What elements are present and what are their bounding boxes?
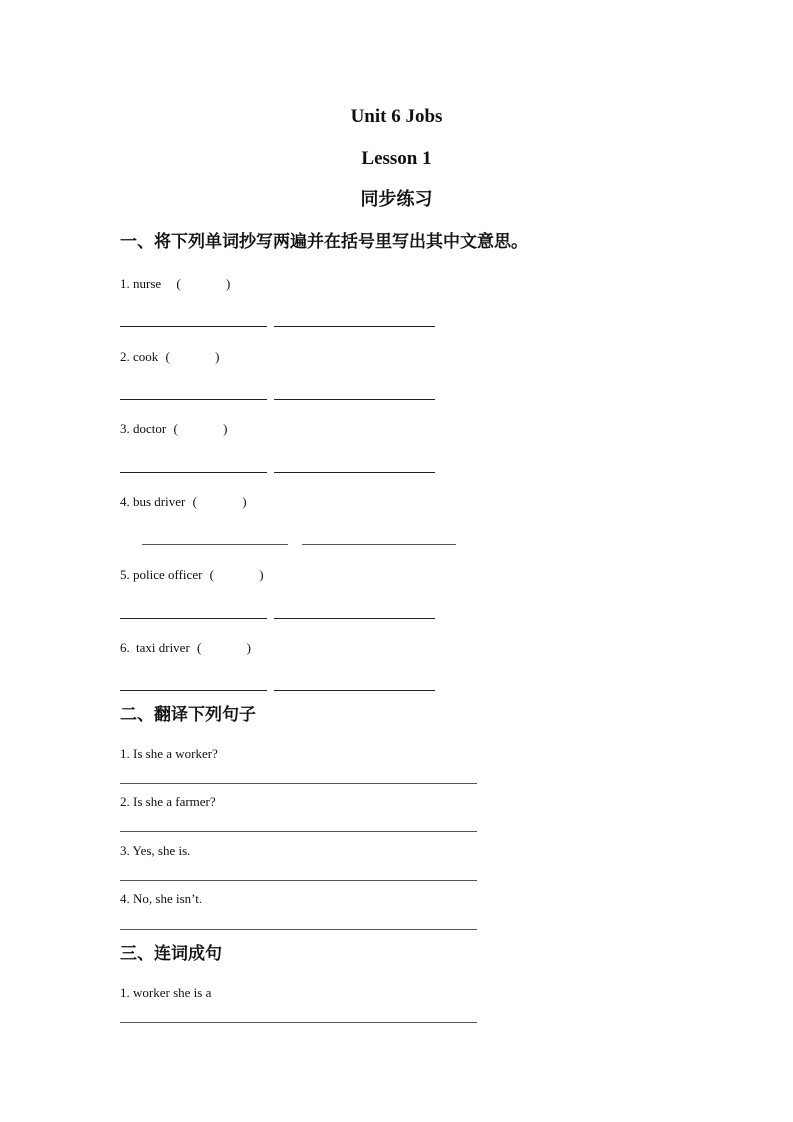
item-number: 1.: [120, 276, 130, 291]
copy-line-2b[interactable]: [274, 399, 435, 400]
copy-line-1b[interactable]: [274, 326, 435, 327]
item-word: taxi driver: [136, 640, 190, 655]
close-paren: ): [226, 276, 231, 291]
copy-line-1a[interactable]: [120, 326, 267, 327]
copy-line-6a[interactable]: [120, 690, 267, 691]
open-paren: (: [192, 494, 197, 509]
item-number: 6.: [120, 640, 130, 655]
item-number: 5.: [120, 567, 130, 582]
open-paren: (: [176, 276, 181, 291]
item-word: bus driver: [133, 494, 186, 509]
item-word: cook: [133, 349, 159, 364]
sentence-item-4: 4. No, she isn’t.: [120, 891, 203, 906]
item-number: 3.: [120, 421, 130, 436]
item-word: nurse: [133, 276, 162, 291]
answer-line-2-4[interactable]: [120, 929, 477, 930]
word-item-police-officer: [120, 567, 264, 583]
open-paren: (: [165, 349, 170, 364]
section-1-heading: 一、将下列单词抄写两遍并在括号里写出其中文意思。: [120, 232, 528, 252]
answer-line-3-1[interactable]: [120, 1022, 477, 1023]
page-title: Unit 6 Jobs: [350, 106, 443, 127]
word-item-cook: [120, 349, 219, 365]
lesson-title: Lesson 1: [361, 148, 432, 169]
answer-line-2-1[interactable]: [120, 783, 477, 784]
copy-line-3b[interactable]: [274, 472, 435, 473]
copy-line-4b[interactable]: [302, 544, 456, 545]
copy-line-5a[interactable]: [120, 618, 267, 619]
copy-line-5b[interactable]: [274, 618, 435, 619]
item-word: police officer: [133, 567, 203, 582]
item-number: 2.: [120, 349, 130, 364]
sentence-item-2: 2. Is she a farmer?: [120, 794, 216, 809]
copy-line-6b[interactable]: [274, 690, 435, 691]
copy-line-3a[interactable]: [120, 472, 267, 473]
sentence-item-1: 1. Is she a worker?: [120, 746, 218, 761]
close-paren: ): [259, 567, 264, 582]
close-paren: ): [242, 494, 247, 509]
page-subtitle: 同步练习: [360, 189, 433, 210]
answer-line-2-2[interactable]: [120, 831, 477, 832]
copy-line-2a[interactable]: [120, 399, 267, 400]
answer-line-2-3[interactable]: [120, 880, 477, 881]
scrambled-item-1: 1. worker she is a: [120, 985, 212, 1000]
word-item-bus-driver: [120, 494, 247, 510]
open-paren: (: [209, 567, 215, 582]
open-paren: (: [197, 640, 202, 655]
section-2-heading: 二、翻译下列句子: [120, 705, 256, 725]
copy-line-4a[interactable]: [142, 544, 288, 545]
section-3-heading: 三、连词成句: [120, 944, 222, 964]
open-paren: (: [173, 421, 178, 436]
sentence-item-3: 3. Yes, she is.: [120, 843, 191, 858]
close-paren: ): [223, 421, 228, 436]
close-paren: ): [215, 349, 220, 364]
close-paren: ): [246, 640, 251, 655]
item-number: 4.: [120, 494, 130, 509]
item-word: doctor: [133, 421, 167, 436]
word-item-doctor: [120, 421, 227, 437]
word-item-nurse: [120, 276, 230, 292]
word-item-taxi-driver: [120, 640, 251, 656]
